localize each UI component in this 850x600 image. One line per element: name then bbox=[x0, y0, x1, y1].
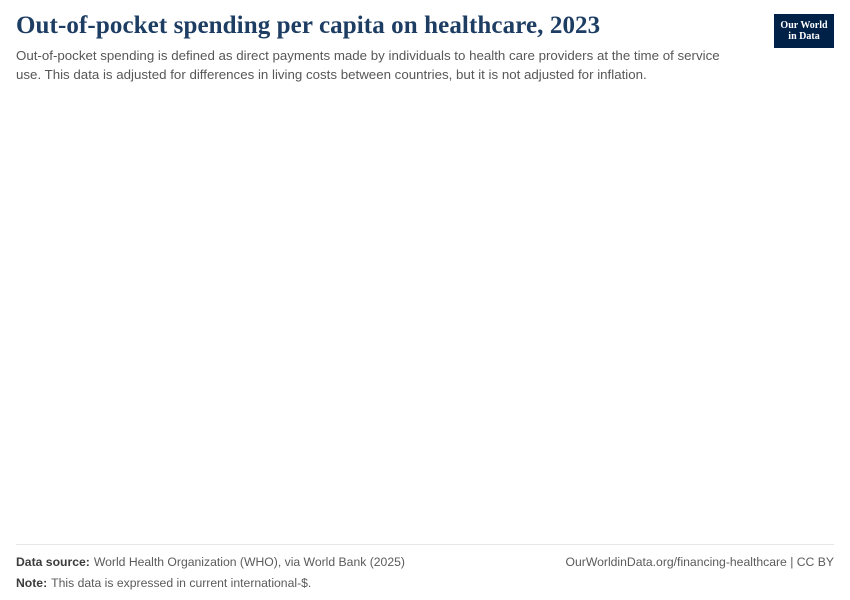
empty-plot-region bbox=[16, 103, 834, 541]
data-source-label: Data source: bbox=[16, 555, 90, 570]
chart-note bbox=[16, 574, 311, 592]
chart-plot-area[interactable] bbox=[16, 103, 834, 541]
data-source-value: World Health Organization (WHO), via World Bank (2025) bbox=[93, 555, 405, 570]
header-text-block bbox=[16, 12, 738, 85]
owid-logo[interactable] bbox=[774, 14, 834, 48]
chart-footer bbox=[16, 544, 834, 592]
chart-header bbox=[16, 12, 834, 85]
footer-source-row bbox=[16, 553, 834, 571]
note-value: This data is expressed in current international-$. bbox=[51, 575, 312, 590]
chart-subtitle: Out-of-pocket spending is defined as direct payments made by individuals to health care providers at the time of service use. This data is adjusted for differences in living costs between countries, but it is not adjusted for inflation. bbox=[16, 47, 720, 82]
owid-logo-line2: in Data bbox=[788, 31, 820, 42]
chart-canvas[interactable] bbox=[16, 103, 834, 541]
attribution-link[interactable]: OurWorldinData.org/financing-healthcare | CC BY bbox=[565, 555, 834, 570]
data-source bbox=[16, 553, 405, 571]
footer-note-row bbox=[16, 574, 834, 592]
owid-logo-line1: Our World bbox=[780, 19, 828, 31]
page-title: Out-of-pocket spending per capita on healthcare, 2023 bbox=[16, 12, 601, 39]
note-label: Note: bbox=[16, 575, 48, 590]
